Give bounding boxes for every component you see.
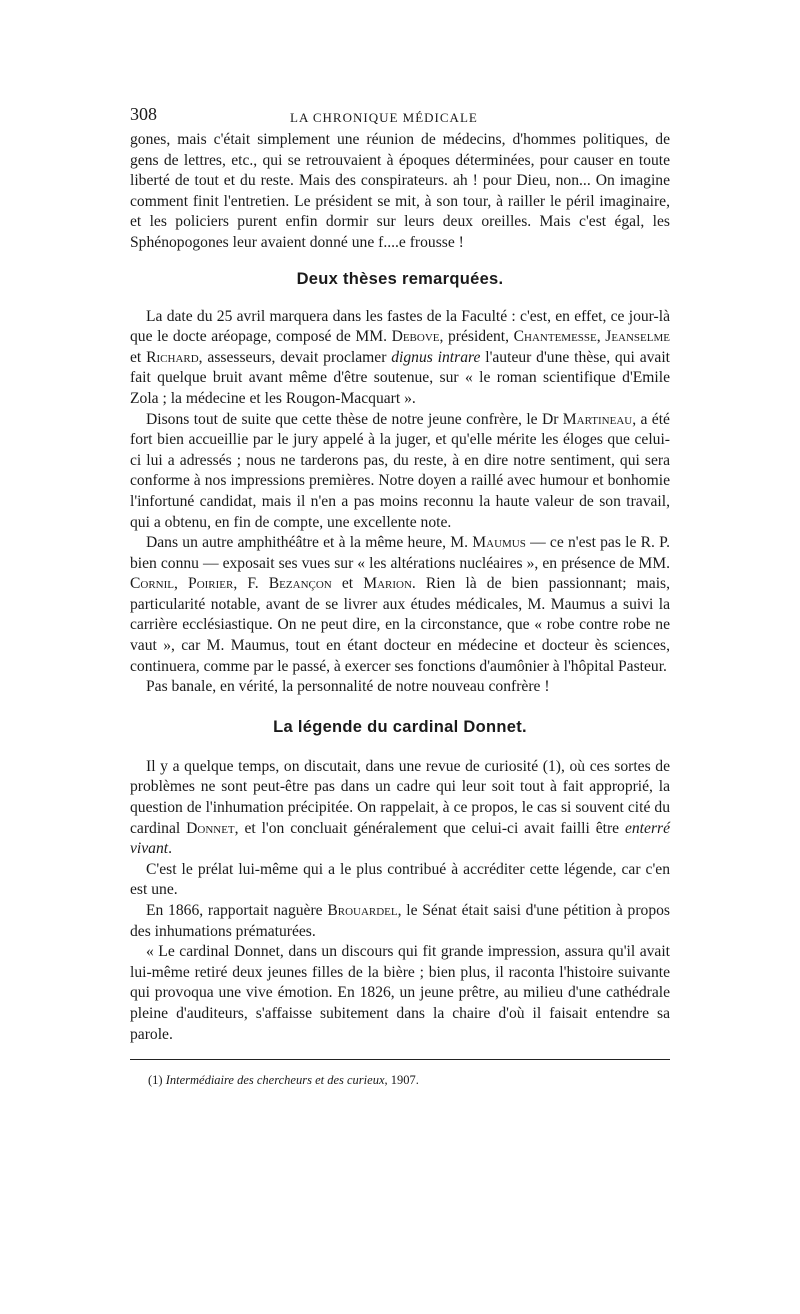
name-debove: Debove — [391, 328, 440, 346]
name-martineau: Martineau — [562, 410, 633, 428]
name-cornil: Cornil — [130, 575, 175, 593]
paragraph-curiosite: Il y a quelque temps, on discutait, dans une revue de curiosité (1), où ces sortes de problèmes ne sont peut-être pas dans un cadre qui leur soit tout à fait approprié, la question de l'inhumation précipitée. On rappelait, à ce propos, le cas si souvent cité du cardinal Donnet, et l'on concluait généralement que celui-ci avait failli être enterré vivant. — [130, 757, 670, 858]
paragraph-continued: gones, mais c'était simplement une réunion de médecins, d'hommes politiques, de gens de lettres, etc., qui se retrouvaient à époques déterminées, pour causer en toute liberté de tout et du reste. Mais des conspirateurs. ah ! pour Dieu, non... On imagine comment finit l'entretien. Le président se mit, à son tour, à railler le péril imaginaire, et les policiers purent enfin dormir sur leurs deux oreilles. Mais c'est égal, les Sphénopogones leur avaient donné une f....e frousse ! — [130, 131, 670, 251]
footnote-title: Intermédiaire des chercheurs et des curieux — [165, 1073, 385, 1088]
name-maumus: Maumus — [472, 534, 526, 552]
paragraph-martineau: Disons tout de suite que cette thèse de notre jeune confrère, le Dr Martineau, a été fort bien accueillie par le jury appelé à la juger, et qu'elle mérite les éloges que celui-ci lui a adressés ; nous ne tarderons pas, du reste, à en dire notre sentiment, qui sera conforme à nos impressions premières. Notre doyen a raillé avec humour et bonhomie l'infortuné candidat, mais il n'en a pas moins reconnu la haute valeur de son travail, qui a obtenu, en fin de compte, une excellente note. — [130, 410, 670, 531]
latin-phrase: dignus intrare — [391, 348, 481, 366]
footnote: (1) Intermédiaire des chercheurs et des curieux, 1907. — [148, 1073, 419, 1088]
paragraph-maumus: Dans un autre amphithéâtre et à la même heure, M. Maumus — ce n'est pas le R. P. bien connu — exposait ses vues sur « les altérations nucléaires », en présence de MM. Cornil, Poirier, F. Bezançon et Marion. Rien là de bien passionnant; mais, particularité notable, avant de se livrer aux études médicales, M. Maumus a suivi la carrière ecclésiastique. On ne peut dire, en la circonstance, que « robe contre robe ne vaut », car M. Maumus, tout en étant docteur en médecine et docteur ès sciences, continuera, comme par le passé, à exercer ses fonctions d'aumônier à l'hôpital Pasteur. — [130, 534, 670, 675]
name-bezancon: Bezançon — [268, 575, 332, 593]
paragraph-discours: « Le cardinal Donnet, dans un discours qui fit grande impression, assura qu'il avait lui-même retiré deux jeunes filles de la bière ; bien plus, il raconta l'histoire suivante qui provoqua une vive émotion. En 1826, un jeune prêtre, au milieu d'une cathédrale pleine d'auditeurs, s'affaisse subitement dans la chaire d'où il faisait entendre sa parole. — [130, 943, 670, 1043]
paragraph-date: La date du 25 avril marquera dans les fastes de la Faculté : c'est, en effet, ce jour-là que le docte aréopage, composé de MM. Debove, président, Chantemesse, Jeanselme et Richard, assesseurs, devait proclamer dignus intrare l'auteur d'une thèse, qui avait fait quelque bruit avant même d'être soutenue, sur « le roman scientifique d'Emile Zola ; la médecine et les Rougon-Macquart ». — [130, 307, 670, 407]
paragraph-pas-banale: Pas banale, en vérité, la personnalité de notre nouveau confrère ! — [146, 678, 550, 696]
paragraph-prelat: C'est le prélat lui-même qui a le plus contribué à accréditer cette légende, car c'en est une. — [130, 860, 670, 899]
name-richard: Richard — [146, 348, 199, 366]
name-brouardel: Brouardel — [327, 902, 398, 919]
name-marion: Marion — [363, 575, 412, 593]
emphasis-enterre-vivant: enterré vivant — [130, 819, 670, 858]
section-heading-deux-theses: Deux thèses remarquées. — [296, 269, 504, 288]
name-chantemesse: Chantemesse — [513, 328, 597, 346]
running-title: LA CHRONIQUE MÉDICALE — [290, 110, 478, 125]
footnote-divider — [130, 1059, 670, 1060]
section-heading-cardinal-donnet: La légende du cardinal Donnet. — [273, 717, 527, 736]
paragraph-1866: En 1866, rapportait naguère Brouardel, le Sénat était saisi d'une pétition à propos des inhumations prématurées. — [130, 902, 671, 940]
page-number: 308 — [130, 104, 157, 124]
name-donnet: Donnet — [186, 819, 235, 837]
name-jeanselme: Jeanselme — [605, 328, 670, 346]
page — [130, 100, 670, 1088]
page-header — [130, 100, 670, 130]
name-poirier: Poirier — [188, 575, 234, 593]
